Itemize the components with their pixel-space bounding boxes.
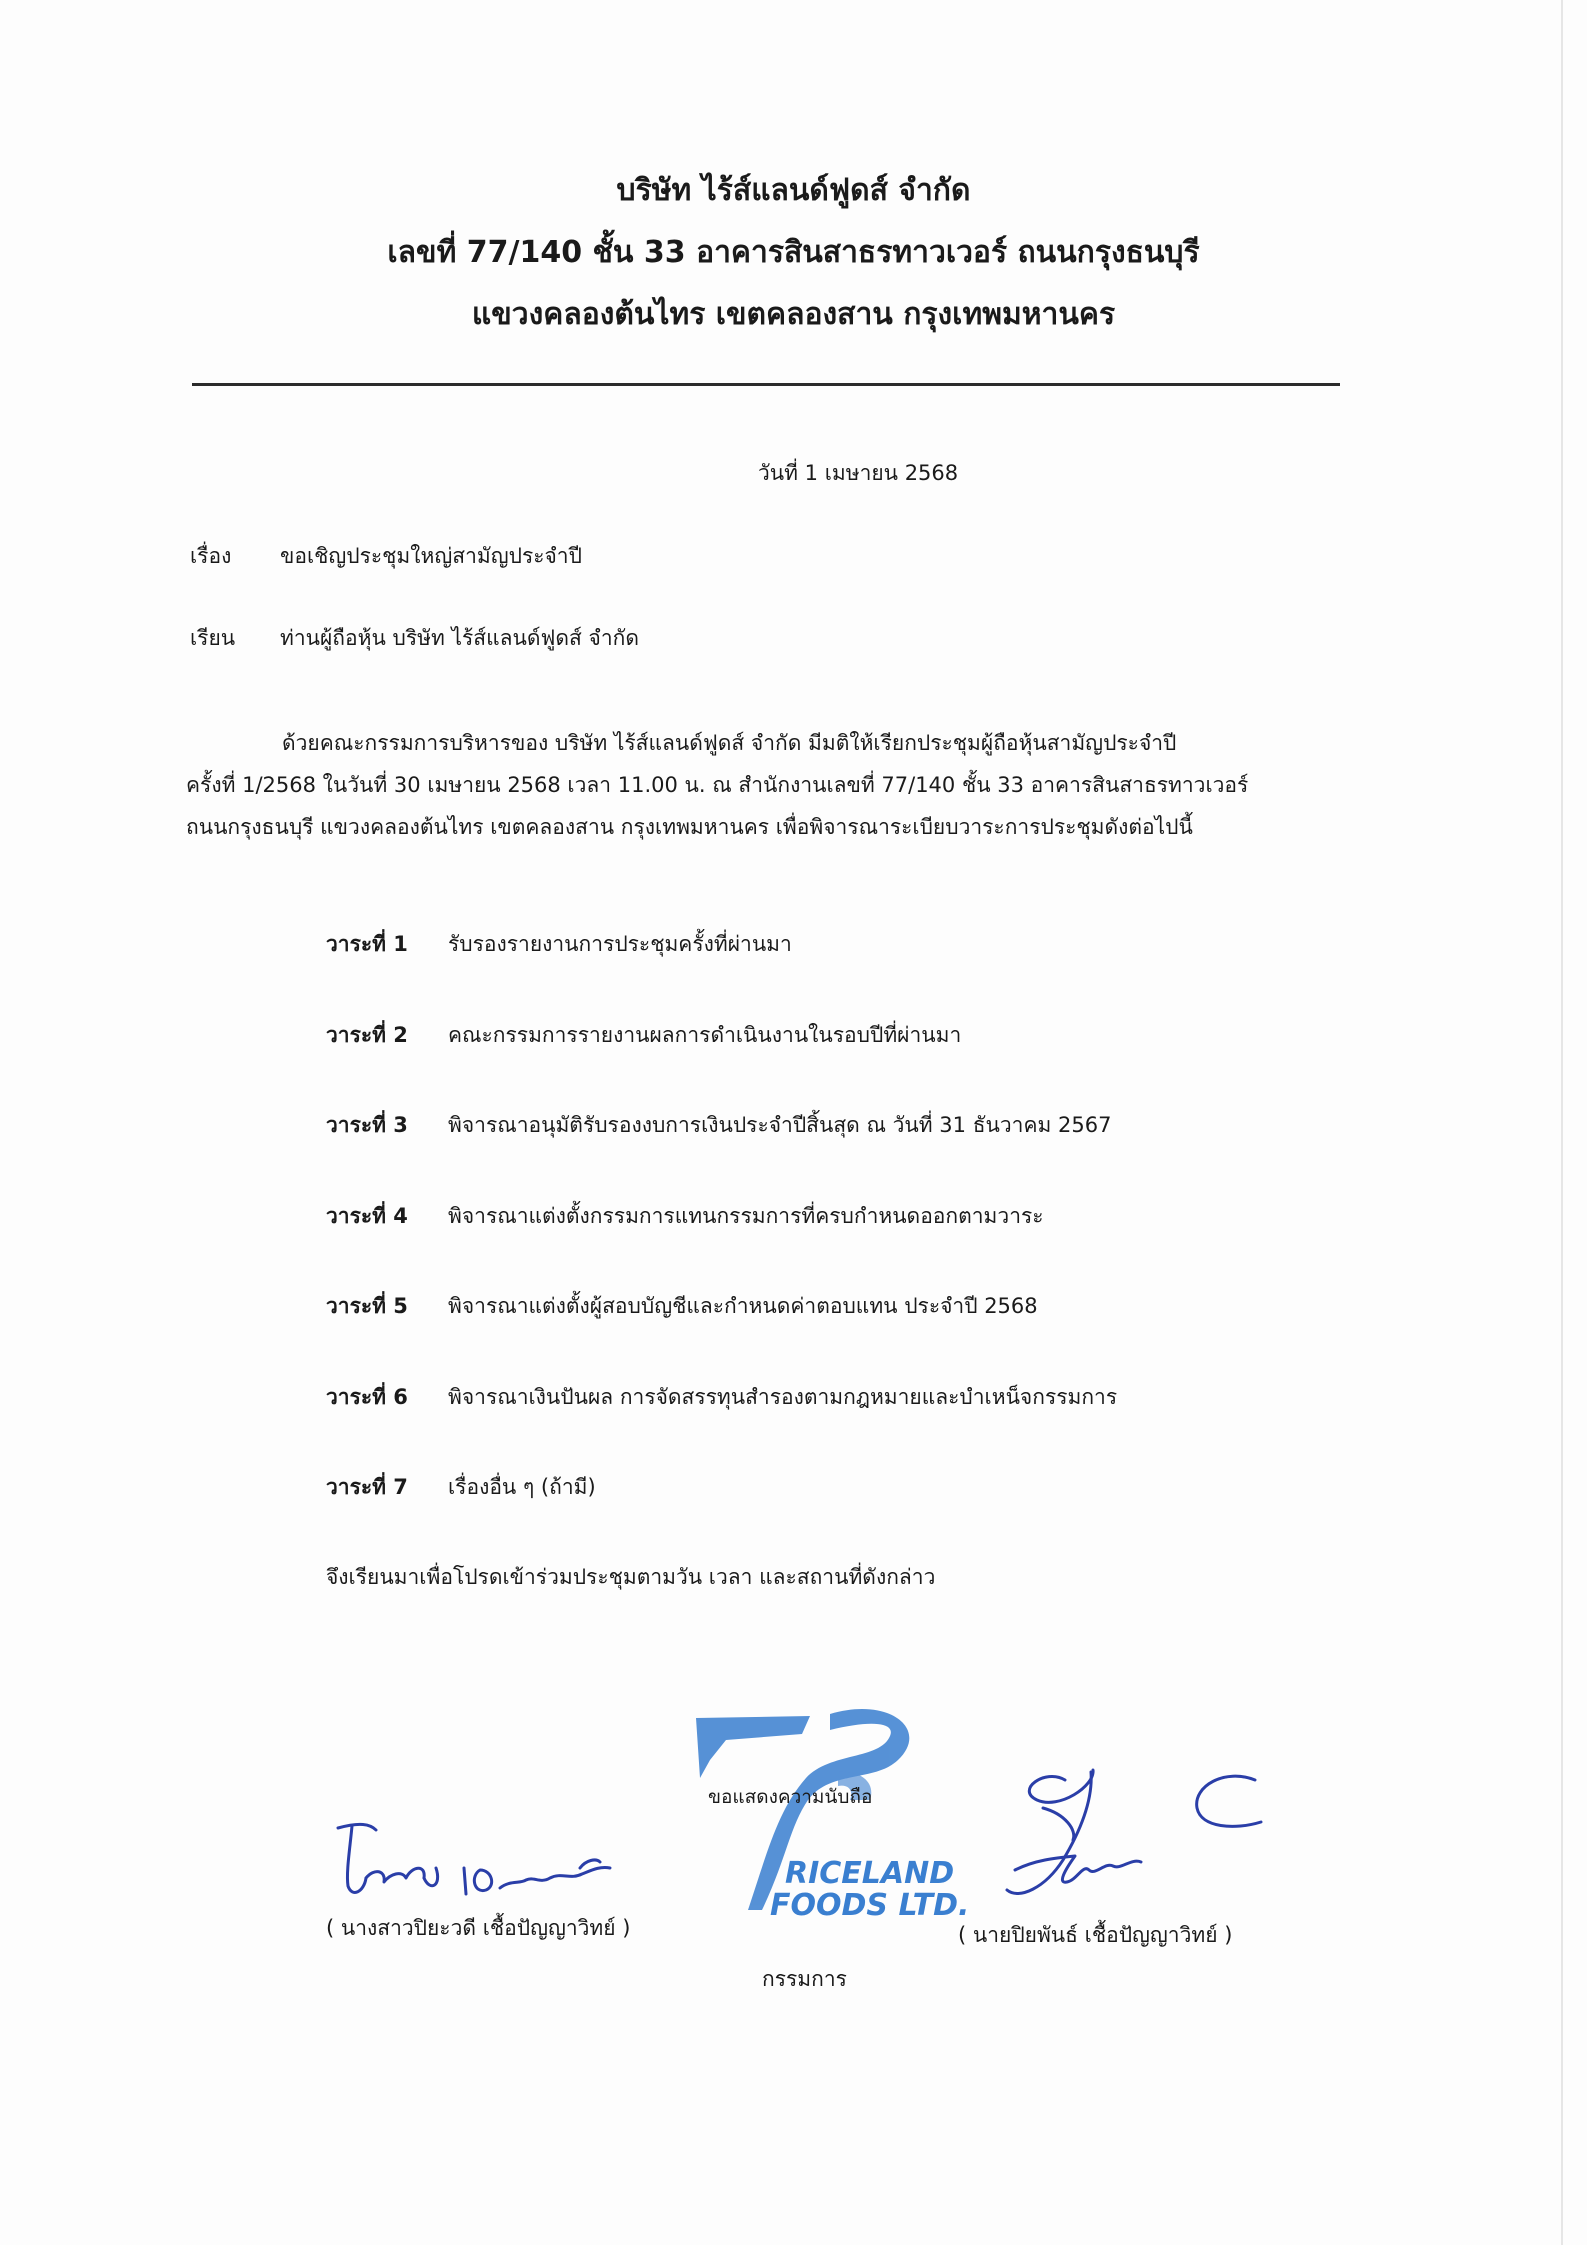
body-line: ด้วยคณะกรรมการบริหารของ บริษัท ไร้ส์แลนด์ฟูดส์ จำกัด มีมติให้เรียกประชุมผู้ถือหุ้นสามัญประจำปี — [282, 731, 1177, 755]
agenda-item — [326, 928, 1117, 1019]
signatory-left-name: ( นางสาวปิยะวดี เชื้อปัญญาวิทย์ ) — [326, 1916, 631, 1940]
body-line: ถนนกรุงธนบุรี แขวงคลองต้นไทร เขตคลองสาน กรุงเทพมหานคร เพื่อพิจารณาระเบียบวาระการประชุมดังต่อไปนี้ — [186, 815, 1193, 839]
header-divider — [192, 383, 1340, 386]
agenda-text: เรื่องอื่น ๆ (ถ้ามี) — [448, 1475, 596, 1499]
body-line: ครั้งที่ 1/2568 ในวันที่ 30 เมษายน 2568 เวลา 11.00 น. ณ สำนักงานเลขที่ 77/140 ชั้น 33 อาคารสินสาธรทาวเวอร์ — [186, 773, 1249, 797]
agenda-text: พิจารณาเงินปันผล การจัดสรรทุนสำรองตามกฎหมายและบำเหน็จกรรมการ — [448, 1384, 1118, 1409]
subject-label: เรื่อง — [190, 544, 232, 568]
agenda-item — [326, 1109, 1117, 1200]
agenda-item — [326, 1019, 1117, 1110]
company-name: บริษัท ไร้ส์แลนด์ฟูดส์ จำกัด — [616, 173, 971, 208]
recipient-row — [190, 622, 639, 655]
address-line-1: เลขที่ 77/140 ชั้น 33 อาคารสินสาธรทาวเวอร์ ถนนกรุงธนบุรี — [387, 235, 1200, 270]
agenda-text: พิจารณาแต่งตั้งผู้สอบบัญชีและกำหนดค่าตอบแทน ประจำปี 2568 — [448, 1294, 1038, 1318]
signatory-right-name: ( นายปิยพันธ์ เชื้อปัญญาวิทย์ ) — [958, 1923, 1233, 1947]
sign-off: ขอแสดงความนับถือ — [708, 1786, 873, 1808]
stamp-line-2: FOODS LTD. — [770, 1888, 970, 1923]
agenda-text: พิจารณาอนุมัติรับรองงบการเงินประจำปีสิ้นสุด ณ วันที่ 31 ธันวาคม 2567 — [448, 1113, 1112, 1137]
agenda-number: วาระที่ 1 — [326, 932, 408, 956]
signature-right-icon — [985, 1760, 1275, 1920]
agenda-number: วาระที่ 2 — [326, 1022, 408, 1047]
agenda-item — [326, 1290, 1117, 1381]
agenda-number: วาระที่ 3 — [326, 1113, 408, 1137]
agenda-text: คณะกรรมการรายงานผลการดำเนินงานในรอบปีที่ผ่านมา — [448, 1022, 962, 1047]
address-line-2: แขวงคลองต้นไทร เขตคลองสาน กรุงเทพมหานคร — [471, 297, 1116, 332]
agenda-item — [326, 1471, 1117, 1562]
agenda-number: วาระที่ 6 — [326, 1384, 408, 1409]
company-stamp-icon — [690, 1700, 980, 1930]
stamp-line-1: RICELAND — [785, 1856, 955, 1891]
agenda-number: วาระที่ 5 — [326, 1294, 408, 1318]
agenda-item — [326, 1381, 1117, 1472]
subject-row — [190, 540, 582, 573]
body-paragraph — [186, 722, 1346, 848]
recipient-label: เรียน — [190, 626, 236, 650]
agenda-text: พิจารณาแต่งตั้งกรรมการแทนกรรมการที่ครบกำหนดออกตามวาระ — [448, 1203, 1044, 1228]
agenda-number: วาระที่ 7 — [326, 1475, 408, 1499]
agenda-number: วาระที่ 4 — [326, 1203, 408, 1228]
signature-left-icon — [330, 1808, 670, 1918]
agenda-item — [326, 1200, 1117, 1291]
closing-sentence: จึงเรียนมาเพื่อโปรดเข้าร่วมประชุมตามวัน เวลา และสถานที่ดังกล่าว — [326, 1565, 936, 1589]
subject-text: ขอเชิญประชุมใหญ่สามัญประจำปี — [280, 544, 582, 568]
letterhead — [0, 160, 1587, 346]
recipient-text: ท่านผู้ถือหุ้น บริษัท ไร้ส์แลนด์ฟูดส์ จำกัด — [280, 626, 639, 650]
agenda-text: รับรองรายงานการประชุมครั้งที่ผ่านมา — [448, 932, 792, 956]
letter-date: วันที่ 1 เมษายน 2568 — [758, 461, 959, 485]
agenda-list — [326, 928, 1117, 1562]
signatory-position: กรรมการ — [762, 1967, 847, 1991]
